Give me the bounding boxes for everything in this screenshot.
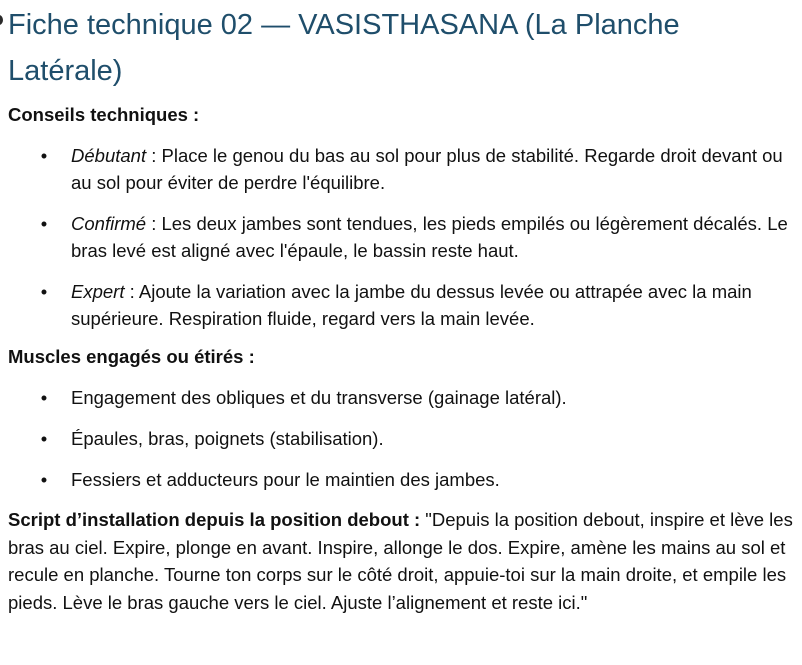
bullet-icon: •	[40, 281, 48, 302]
level-label: Confirmé	[71, 213, 147, 234]
list-item	[8, 425, 798, 452]
item-text: : Place le genou du bas au sol pour plus de stabilité. Regarde droit devant ou au sol pour éviter de perdre l'équilibre.	[71, 145, 783, 193]
conseils-heading: Conseils techniques :	[8, 104, 200, 125]
level-label: Expert	[71, 281, 125, 302]
document-body	[8, 0, 798, 616]
item-text: Épaules, bras, poignets (stabilisation).	[71, 428, 384, 449]
list-item	[8, 384, 798, 411]
list-marker-dot	[0, 15, 3, 25]
muscles-heading: Muscles engagés ou étirés :	[8, 346, 255, 367]
item-text: Fessiers et adducteurs pour le maintien des jambes.	[71, 469, 500, 490]
bullet-icon: •	[40, 213, 48, 234]
script-paragraph	[8, 506, 798, 616]
script-label: Script d’installation depuis la position debout :	[8, 509, 421, 530]
bullet-icon: •	[40, 428, 48, 449]
list-item	[8, 466, 798, 493]
list-item	[8, 278, 798, 332]
bullet-icon: •	[40, 387, 48, 408]
bullet-icon: •	[40, 469, 48, 490]
list-item	[8, 142, 798, 196]
bullet-icon: •	[40, 145, 48, 166]
list-item	[8, 210, 798, 264]
page-title: Fiche technique 02 — VASISTHASANA (La Planche Latérale)	[8, 9, 680, 87]
item-text: : Les deux jambes sont tendues, les pieds empilés ou légèrement décalés. Le bras levé est aligné avec l'épaule, le bassin reste haut.	[71, 213, 788, 261]
script-text: "Depuis la position debout, inspire et lève les bras au ciel. Expire, plonge en avant. Inspire, allonge le dos. Expire, amène les mains au sol et recule en planche. Tourne ton corps sur le côté droit, appuie-toi sur la main droite, et empile les pieds. Lève le bras gauche vers le ciel. Ajuste l’alignement et reste ici."	[8, 509, 793, 613]
level-label: Débutant	[71, 145, 147, 166]
item-text: : Ajoute la variation avec la jambe du dessus levée ou attrapée avec la main supérieure. Respiration fluide, regard vers la main levée.	[71, 281, 752, 329]
conseils-list	[8, 142, 798, 332]
item-text: Engagement des obliques et du transverse (gainage latéral).	[71, 387, 567, 408]
muscles-list	[8, 384, 798, 493]
